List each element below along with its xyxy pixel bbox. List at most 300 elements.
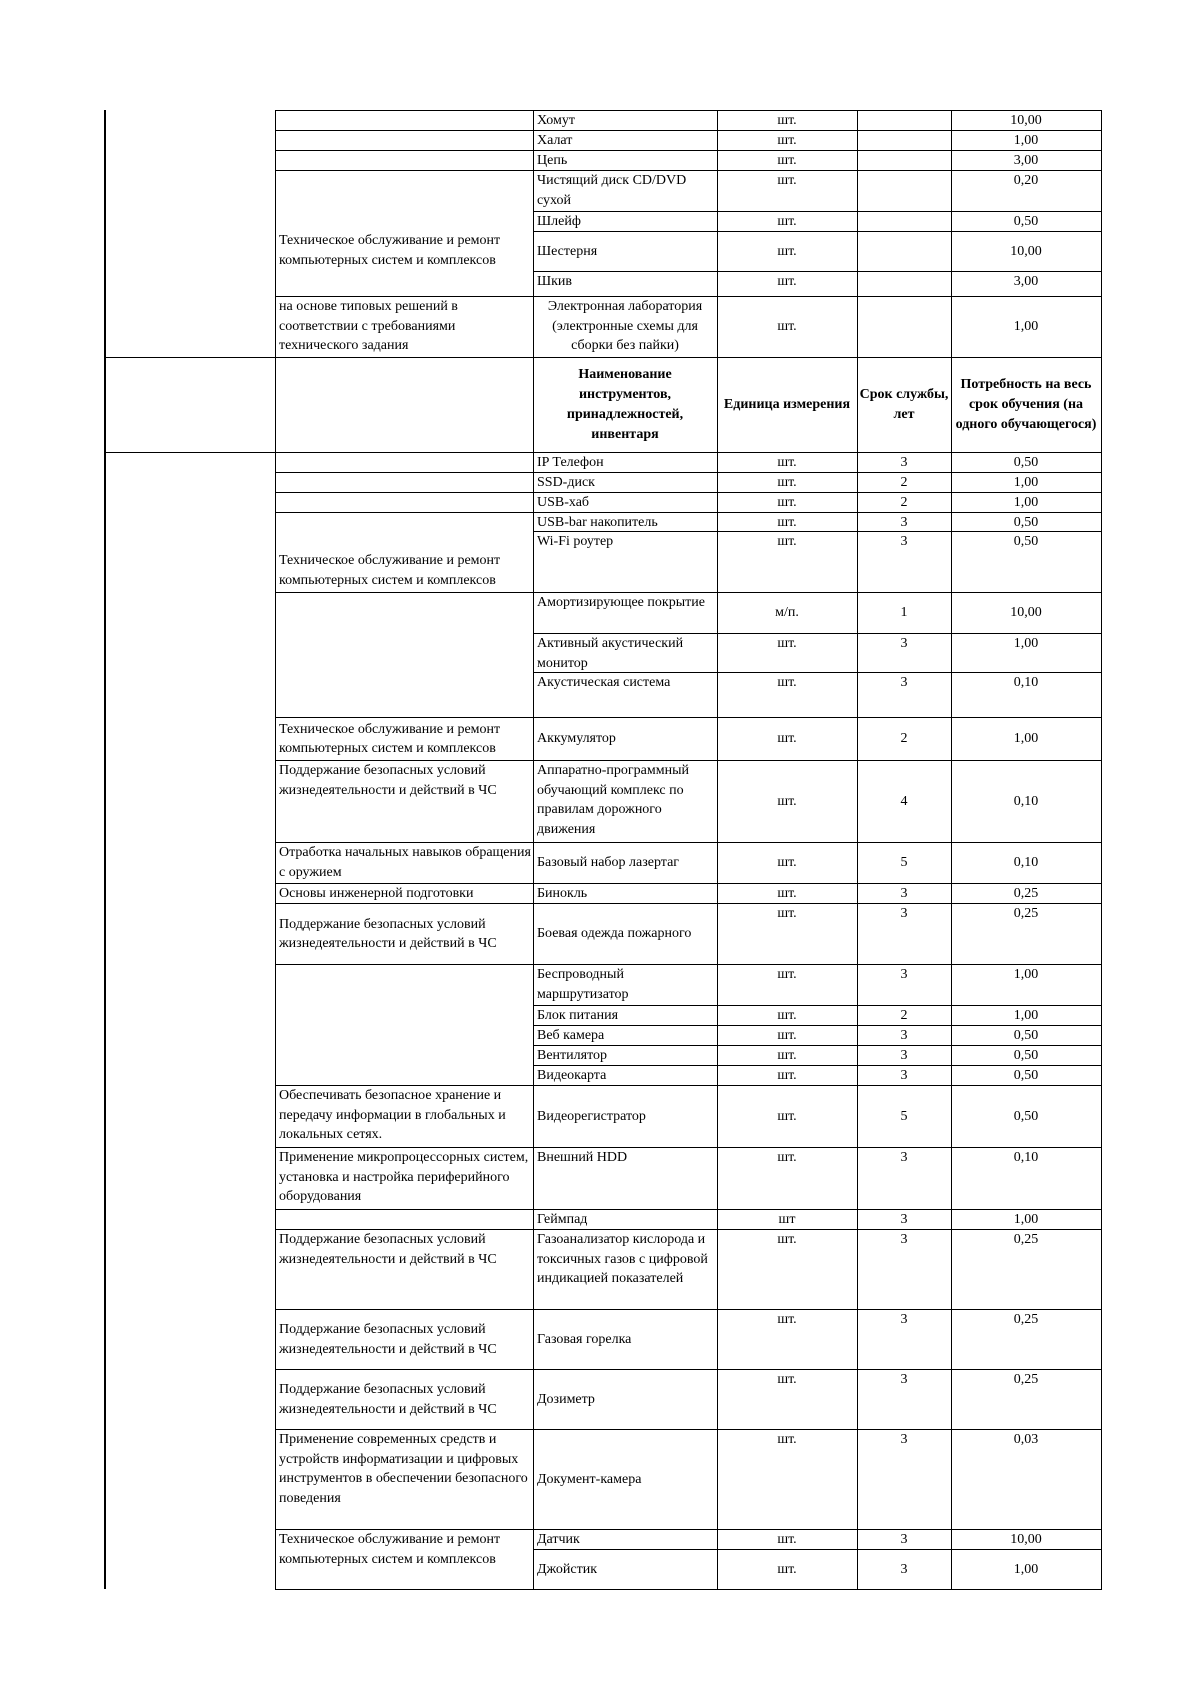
item-name	[534, 761, 716, 842]
module-name-text: Техническое обслуживание и ремонт компьютерных систем и комплексов	[279, 721, 501, 756]
item-life-text: 2	[900, 475, 908, 490]
module-name	[276, 761, 532, 842]
item-unit	[718, 473, 856, 492]
module-name-text: Техническое обслуживание и ремонт компьютерных систем и комплексов	[279, 1532, 501, 1567]
item-life	[858, 1066, 950, 1085]
item-unit-text: шт.	[777, 1028, 797, 1043]
item-life-text: 3	[900, 455, 908, 470]
item-unit-text: шт.	[777, 675, 797, 690]
item-life-text: 2	[900, 1008, 908, 1023]
item-unit	[718, 1550, 856, 1589]
item-life	[858, 473, 950, 492]
item-unit-text: шт.	[777, 214, 797, 229]
item-unit-text: шт.	[777, 113, 797, 128]
item-name-text: Веб камера	[537, 1028, 605, 1043]
item-name-text: Бинокль	[537, 886, 588, 901]
item-life	[858, 1310, 950, 1369]
item-life	[858, 453, 950, 472]
item-need	[952, 232, 1100, 271]
item-name-text: Датчик	[537, 1532, 580, 1547]
item-life-text: 3	[900, 906, 908, 921]
item-need	[952, 718, 1100, 760]
item-unit-text: шт.	[777, 274, 797, 289]
item-name-text: Чистящий диск CD/DVD сухой	[537, 173, 687, 208]
item-life	[858, 593, 950, 633]
item-life-text: 3	[900, 1232, 908, 1247]
item-name-text: Амортизирующее покрытие	[537, 595, 705, 610]
item-need	[952, 1310, 1100, 1369]
item-name	[534, 1026, 716, 1045]
item-need	[952, 1210, 1100, 1229]
item-need-text: 0,50	[1013, 515, 1039, 530]
item-need	[952, 473, 1100, 492]
item-need-text: 3,00	[1013, 274, 1039, 289]
column-header-need	[952, 358, 1100, 452]
item-life	[858, 1530, 950, 1549]
item-life-text: 3	[900, 675, 908, 690]
item-name-text: Дозиметр	[537, 1391, 595, 1407]
item-name-text: Беспроводный маршрутизатор	[537, 967, 629, 1002]
item-need-text: 0,50	[1013, 455, 1039, 470]
item-unit-text: шт.	[777, 1048, 797, 1063]
item-name-text: Блок питания	[537, 1008, 619, 1023]
item-unit	[718, 493, 856, 512]
module-name	[276, 1230, 532, 1309]
item-life	[858, 1210, 950, 1229]
item-life	[858, 1550, 950, 1589]
item-name-text: Акустическая система	[537, 675, 671, 690]
item-unit-text: шт.	[777, 133, 797, 148]
module-name-text: Отработка начальных навыков обращения с оружием	[279, 845, 531, 880]
module-name-text: Поддержание безопасных условий жизнедеятельности и действий в ЧС	[279, 1232, 497, 1267]
item-need	[952, 593, 1100, 633]
item-need-text: 1,00	[1013, 133, 1039, 148]
item-need	[952, 493, 1100, 512]
item-unit	[718, 297, 856, 357]
item-unit	[718, 634, 856, 672]
item-life	[858, 1086, 950, 1147]
item-need	[952, 965, 1100, 1005]
item-unit-text: м/п.	[775, 605, 799, 621]
item-name-text: Джойстик	[537, 1561, 597, 1577]
item-name-text: Шестерня	[537, 243, 598, 259]
item-life	[858, 297, 950, 357]
item-need-text: 0,50	[1013, 214, 1039, 229]
item-unit-text: шт	[778, 1212, 796, 1227]
item-life	[858, 493, 950, 512]
item-unit	[718, 1210, 856, 1229]
item-unit-text: шт.	[777, 855, 797, 871]
item-need	[952, 1530, 1100, 1549]
item-name	[534, 493, 716, 512]
column-header-unit	[718, 358, 856, 452]
item-name-text: Внешний HDD	[537, 1150, 628, 1165]
module-name	[276, 297, 532, 357]
item-life-text: 3	[900, 967, 908, 982]
item-unit-text: шт.	[777, 1150, 797, 1165]
item-need	[952, 1148, 1100, 1209]
item-life	[858, 884, 950, 903]
item-life	[858, 1430, 950, 1529]
item-name-text: Документ-камера	[537, 1471, 642, 1487]
item-life	[858, 131, 950, 150]
item-need	[952, 904, 1100, 964]
item-need-text: 0,20	[1013, 173, 1039, 188]
item-life-text: 4	[900, 793, 908, 809]
item-need-text: 0,50	[1013, 1068, 1039, 1083]
module-name	[276, 1530, 532, 1589]
item-name	[534, 171, 716, 211]
item-need-text: 3,00	[1013, 153, 1039, 168]
item-life	[858, 1370, 950, 1429]
item-life	[858, 111, 950, 130]
item-unit	[718, 212, 856, 231]
module-name-text: Поддержание безопасных условий жизнедеятельности и действий в ЧС	[279, 1382, 497, 1417]
item-need-text: 1,00	[1013, 1561, 1039, 1577]
item-need-text: 0,10	[1013, 675, 1039, 690]
item-name	[534, 131, 716, 150]
item-life	[858, 171, 950, 211]
module-name-text: Обеспечивать безопасное хранение и передачу информации в глобальных и локальных сетях.	[279, 1088, 506, 1142]
item-need	[952, 212, 1100, 231]
item-unit-text: шт.	[777, 906, 797, 921]
item-life	[858, 212, 950, 231]
column-header-name	[534, 358, 716, 452]
item-unit-text: шт.	[777, 967, 797, 982]
item-need	[952, 1230, 1100, 1309]
item-unit	[718, 171, 856, 211]
item-name	[534, 904, 716, 964]
item-life	[858, 965, 950, 1005]
item-life-text: 3	[900, 1372, 908, 1387]
module-name	[276, 965, 532, 1085]
item-need-text: 0,25	[1013, 886, 1039, 901]
item-life-text: 3	[900, 1432, 908, 1447]
item-unit-text: шт.	[777, 636, 797, 651]
item-life-text: 3	[900, 886, 908, 901]
table-rule	[533, 1589, 1102, 1590]
item-unit	[718, 1046, 856, 1065]
item-life-text: 2	[900, 731, 908, 747]
item-name	[534, 718, 716, 760]
item-name	[534, 1370, 716, 1429]
item-name	[534, 151, 716, 170]
column-header-life-text: Срок службы, лет	[859, 387, 949, 422]
item-need	[952, 1046, 1100, 1065]
item-unit	[718, 232, 856, 271]
item-unit-text: шт.	[777, 495, 797, 510]
item-life	[858, 634, 950, 672]
item-need	[952, 453, 1100, 472]
item-name	[534, 965, 716, 1005]
item-life	[858, 151, 950, 170]
item-life-text: 3	[900, 1028, 908, 1043]
module-name-text: Поддержание безопасных условий жизнедеятельности и действий в ЧС	[279, 1322, 497, 1357]
item-need	[952, 297, 1100, 357]
item-name	[534, 1066, 716, 1085]
item-life-text: 2	[900, 495, 908, 510]
item-name	[534, 453, 716, 472]
item-life	[858, 673, 950, 717]
item-need-text: 0,25	[1013, 1232, 1039, 1247]
item-name-text: Активный акустический монитор	[537, 636, 684, 671]
table-rule	[275, 110, 534, 111]
column-header-name-text: Наименование инструментов, принадлежностей, инвентаря	[566, 367, 684, 442]
item-name	[534, 532, 716, 592]
item-life	[858, 272, 950, 296]
item-name	[534, 634, 716, 672]
item-life-text: 5	[900, 855, 908, 871]
item-unit	[718, 151, 856, 170]
item-name-text: Wi-Fi роутер	[537, 534, 614, 549]
item-life-text: 3	[900, 1532, 908, 1547]
item-unit	[718, 884, 856, 903]
item-unit-text: шт.	[777, 1561, 797, 1577]
item-name-text: Халат	[537, 133, 573, 148]
item-life	[858, 1148, 950, 1209]
item-name-text: Цепь	[537, 153, 568, 168]
item-need-text: 1,00	[1013, 731, 1039, 747]
item-need-text: 0,10	[1013, 1150, 1039, 1165]
item-unit	[718, 843, 856, 883]
item-name-text: Хомут	[537, 113, 575, 128]
item-unit	[718, 513, 856, 531]
item-life-text: 5	[900, 1108, 908, 1124]
item-life	[858, 513, 950, 531]
item-unit-text: шт.	[777, 1108, 797, 1124]
item-need-text: 0,03	[1013, 1432, 1039, 1447]
item-need	[952, 1026, 1100, 1045]
module-name-text: Поддержание безопасных условий жизнедеятельности и действий в ЧС	[279, 916, 497, 951]
item-need-text: 0,50	[1013, 534, 1039, 549]
item-name	[534, 272, 716, 296]
item-life	[858, 1230, 950, 1309]
module-name	[276, 1310, 532, 1369]
item-name	[534, 111, 716, 130]
item-life	[858, 718, 950, 760]
item-need	[952, 884, 1100, 903]
item-need-text: 1,00	[1013, 495, 1039, 510]
item-name-text: Шкив	[537, 274, 573, 289]
item-need	[952, 151, 1100, 170]
item-name-text: Электронная лаборатория (электронные схемы для сборки без пайки)	[547, 299, 703, 353]
item-need	[952, 843, 1100, 883]
item-name	[534, 297, 716, 357]
item-life-text: 3	[900, 1312, 908, 1327]
item-unit-text: шт.	[777, 319, 797, 335]
item-need	[952, 171, 1100, 211]
item-need-text: 0,10	[1013, 793, 1039, 809]
item-unit	[718, 904, 856, 964]
table-rule	[1101, 452, 1102, 1589]
item-unit	[718, 965, 856, 1005]
item-need-text: 0,50	[1013, 1048, 1039, 1063]
item-need	[952, 761, 1100, 842]
item-life	[858, 232, 950, 271]
module-name	[276, 884, 532, 903]
module-name-text: Техническое обслуживание и ремонт компьютерных систем и комплексов	[279, 233, 501, 268]
item-need-text: 0,50	[1013, 1028, 1039, 1043]
item-unit	[718, 1230, 856, 1309]
item-unit-text: шт.	[777, 153, 797, 168]
table-rule	[275, 1589, 534, 1590]
item-need	[952, 634, 1100, 672]
module-name	[276, 718, 532, 760]
item-name	[534, 1310, 716, 1369]
item-name	[534, 232, 716, 271]
item-need-text: 0,10	[1013, 855, 1039, 871]
module-name-text: Поддержание безопасных условий жизнедеятельности и действий в ЧС	[279, 763, 497, 798]
item-unit	[718, 131, 856, 150]
item-unit	[718, 1310, 856, 1369]
item-name-text: Видеорегистратор	[537, 1108, 646, 1124]
item-name	[534, 884, 716, 903]
item-need	[952, 673, 1100, 717]
item-name-text: Аппаратно-программный обучающий комплекс по правилам дорожного движения	[537, 763, 689, 837]
item-unit	[718, 1530, 856, 1549]
item-unit	[718, 593, 856, 633]
item-name	[534, 1550, 716, 1589]
module-name	[276, 904, 532, 964]
item-unit-text: шт.	[777, 1232, 797, 1247]
item-unit-text: шт.	[777, 1372, 797, 1387]
item-life	[858, 1026, 950, 1045]
item-name	[534, 843, 716, 883]
item-name	[534, 1086, 716, 1147]
module-name	[276, 1370, 532, 1429]
item-unit-text: шт.	[777, 515, 797, 530]
item-need-text: 0,25	[1013, 1312, 1039, 1327]
module-name-text: Основы инженерной подготовки	[279, 886, 474, 901]
item-unit	[718, 761, 856, 842]
item-unit	[718, 1026, 856, 1045]
item-name	[534, 1230, 716, 1309]
item-need-text: 1,00	[1013, 967, 1039, 982]
column-header-unit-text: Единица измерения	[723, 397, 851, 412]
item-unit	[718, 111, 856, 130]
item-need-text: 10,00	[1010, 1532, 1042, 1547]
item-need	[952, 131, 1100, 150]
item-need-text: 1,00	[1013, 475, 1039, 490]
item-unit	[718, 1086, 856, 1147]
item-life-text: 3	[900, 1150, 908, 1165]
item-life	[858, 1046, 950, 1065]
item-unit-text: шт.	[777, 534, 797, 549]
item-name	[534, 1006, 716, 1025]
item-unit	[718, 532, 856, 592]
item-unit-text: шт.	[777, 173, 797, 188]
item-life-text: 3	[900, 1212, 908, 1227]
item-unit	[718, 673, 856, 717]
item-life	[858, 761, 950, 842]
item-need-text: 10,00	[1010, 605, 1042, 621]
item-need-text: 1,00	[1013, 1212, 1039, 1227]
item-unit	[718, 1370, 856, 1429]
module-name	[276, 453, 532, 592]
item-unit-text: шт.	[777, 475, 797, 490]
module-name-text: Применение современных средств и устройств информатизации и цифровых инструментов в обеспечении безопасного поведения	[279, 1432, 528, 1506]
item-unit	[718, 272, 856, 296]
item-need-text: 0,25	[1013, 906, 1039, 921]
item-name	[534, 513, 716, 531]
item-name-text: IP Телефон	[537, 455, 604, 470]
module-name-text: Применение микропроцессорных систем, установка и настройка периферийного оборудования	[279, 1150, 529, 1204]
module-name	[276, 1086, 532, 1147]
item-unit-text: шт.	[777, 1312, 797, 1327]
item-name-text: Видеокарта	[537, 1068, 607, 1083]
item-need	[952, 532, 1100, 592]
item-unit	[718, 718, 856, 760]
item-unit	[718, 1066, 856, 1085]
item-name	[534, 673, 716, 717]
table-rule	[275, 357, 276, 452]
item-need-text: 1,00	[1013, 319, 1039, 335]
item-name-text: Газоанализатор кислорода и токсичных газов с цифровой индикацией показателей	[537, 1232, 708, 1286]
module-name-text: Техническое обслуживание и ремонт компьютерных систем и комплексов	[279, 553, 501, 588]
item-unit-text: шт.	[777, 1532, 797, 1547]
item-need	[952, 111, 1100, 130]
item-name	[534, 1046, 716, 1065]
item-life-text: 3	[900, 1561, 908, 1577]
item-need	[952, 272, 1100, 296]
item-need-text: 10,00	[1010, 113, 1042, 128]
item-name-text: USB-bar накопитель	[537, 515, 658, 530]
module-name	[276, 1430, 532, 1529]
item-name	[534, 593, 716, 633]
item-name-text: USB-хаб	[537, 495, 590, 510]
item-need	[952, 1370, 1100, 1429]
item-life-text: 3	[900, 1068, 908, 1083]
item-life	[858, 904, 950, 964]
item-need-text: 10,00	[1010, 243, 1042, 259]
item-need	[952, 1550, 1100, 1589]
item-name-text: Аккумулятор	[537, 731, 616, 747]
module-name	[276, 1148, 532, 1209]
item-life-text: 3	[900, 636, 908, 651]
module-name	[276, 171, 532, 296]
item-life	[858, 843, 950, 883]
item-need	[952, 513, 1100, 531]
item-unit-text: шт.	[777, 886, 797, 901]
table-rule	[1101, 110, 1102, 357]
item-unit	[718, 1430, 856, 1529]
item-name	[534, 212, 716, 231]
item-need-text: 0,25	[1013, 1372, 1039, 1387]
item-name-text: Базовый набор лазертаг	[537, 855, 680, 871]
module-name	[276, 593, 532, 717]
item-name	[534, 1530, 716, 1549]
item-unit-text: шт.	[777, 1432, 797, 1447]
item-name-text: Геймпад	[537, 1212, 588, 1227]
item-need	[952, 1086, 1100, 1147]
item-name-text: Вентилятор	[537, 1048, 608, 1063]
item-name-text: SSD-диск	[537, 475, 595, 490]
item-name	[534, 1430, 716, 1529]
item-life	[858, 532, 950, 592]
item-name	[534, 1148, 716, 1209]
item-name	[534, 1210, 716, 1229]
column-header-need-text: Потребность на весь срок обучения (на одного обучающегося)	[955, 377, 1097, 432]
module-name	[276, 1210, 532, 1229]
item-need	[952, 1066, 1100, 1085]
item-life	[858, 1006, 950, 1025]
item-unit-text: шт.	[777, 1068, 797, 1083]
item-unit-text: шт.	[777, 243, 797, 259]
column-header-life	[858, 358, 950, 452]
table-rule	[1101, 357, 1102, 452]
item-need	[952, 1430, 1100, 1529]
item-unit-text: шт.	[777, 793, 797, 809]
